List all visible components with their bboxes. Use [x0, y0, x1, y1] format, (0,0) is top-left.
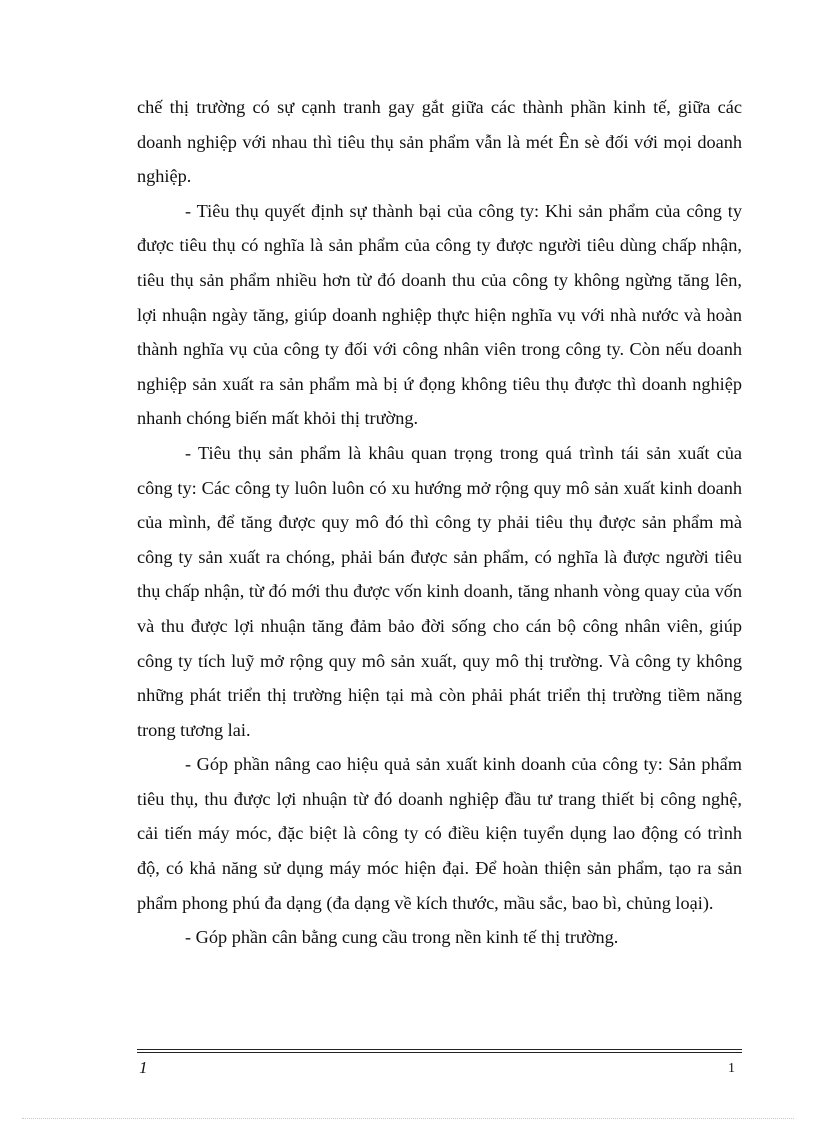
paragraph-improve-efficiency: - Góp phần nâng cao hiệu quả sản xuất kinh doanh của công ty: Sản phẩm tiêu thụ, thu được lợi nhuận từ đó doanh nghiệp đầu tư trang thiết bị công nghệ, cải tiến máy móc, đặc biệt là công ty có điều kiện tuyển dụng lao động có trình độ, có khả năng sử dụng máy móc hiện đại. Để hoàn thiện sản phẩm, tạo ra sản phẩm phong phú đa dạng (đa dạng về kích thước, mầu sắc, bao bì, chủng loại). [137, 754, 742, 913]
body-text [137, 90, 742, 955]
paragraph-sales-determines-success: - Tiêu thụ quyết định sự thành bại của công ty: Khi sản phẩm của công ty được tiêu thụ có nghĩa là sản phẩm của công ty được người tiêu dùng chấp nhận, tiêu thụ sản phẩm nhiều hơn từ đó doanh thu của công ty không ngừng tăng lên, lợi nhuận ngày tăng, giúp doanh nghiệp thực hiện nghĩa vụ với nhà nước và hoàn thành nghĩa vụ của công ty đối với công nhân viên trong công ty. Còn nếu doanh nghiệp sản xuất ra sản phẩm mà bị ứ đọng không tiêu thụ được thì doanh nghiệp nhanh chóng biến mất khỏi thị trường. [137, 200, 742, 429]
footer-divider-bottom [137, 1052, 742, 1053]
paragraph-balance-supply-demand: - Góp phần cân bằng cung cầu trong nền kinh tế thị trường. [185, 927, 619, 948]
footer-divider-top [137, 1049, 742, 1050]
paragraph-continuation: chế thị trường có sự cạnh tranh gay gắt giữa các thành phần kinh tế, giữa các doanh nghiệp với nhau thì tiêu thụ sản phẩm vẫn là mét Ên sè đối với mọi doanh nghiệp. [137, 97, 742, 187]
page-edge-divider [22, 1118, 794, 1119]
paragraph-sales-key-stage: - Tiêu thụ sản phẩm là khâu quan trọng trong quá trình tái sản xuất của công ty: Các công ty luôn luôn có xu hướng mở rộng quy mô sản xuất kinh doanh của mình, để tăng được quy mô đó thì công ty phải tiêu thụ được sản phẩm mà công ty sản xuất ra chóng, phải bán được sản phẩm, có nghĩa là được người tiêu thụ chấp nhận, từ đó mới thu được vốn kinh doanh, tăng nhanh vòng quay của vốn và thu được lợi nhuận tăng đảm bảo đời sống cho cán bộ công nhân viên, giúp công ty tích luỹ mở rộng quy mô sản xuất, quy mô thị trường. Và công ty không những phát triển thị trường hiện tại mà còn phải phát triển thị trường tiềm năng trong tương lai. [137, 442, 742, 740]
page-number: 1 [728, 1061, 735, 1076]
footer-left-mark: 1 [139, 1058, 148, 1077]
